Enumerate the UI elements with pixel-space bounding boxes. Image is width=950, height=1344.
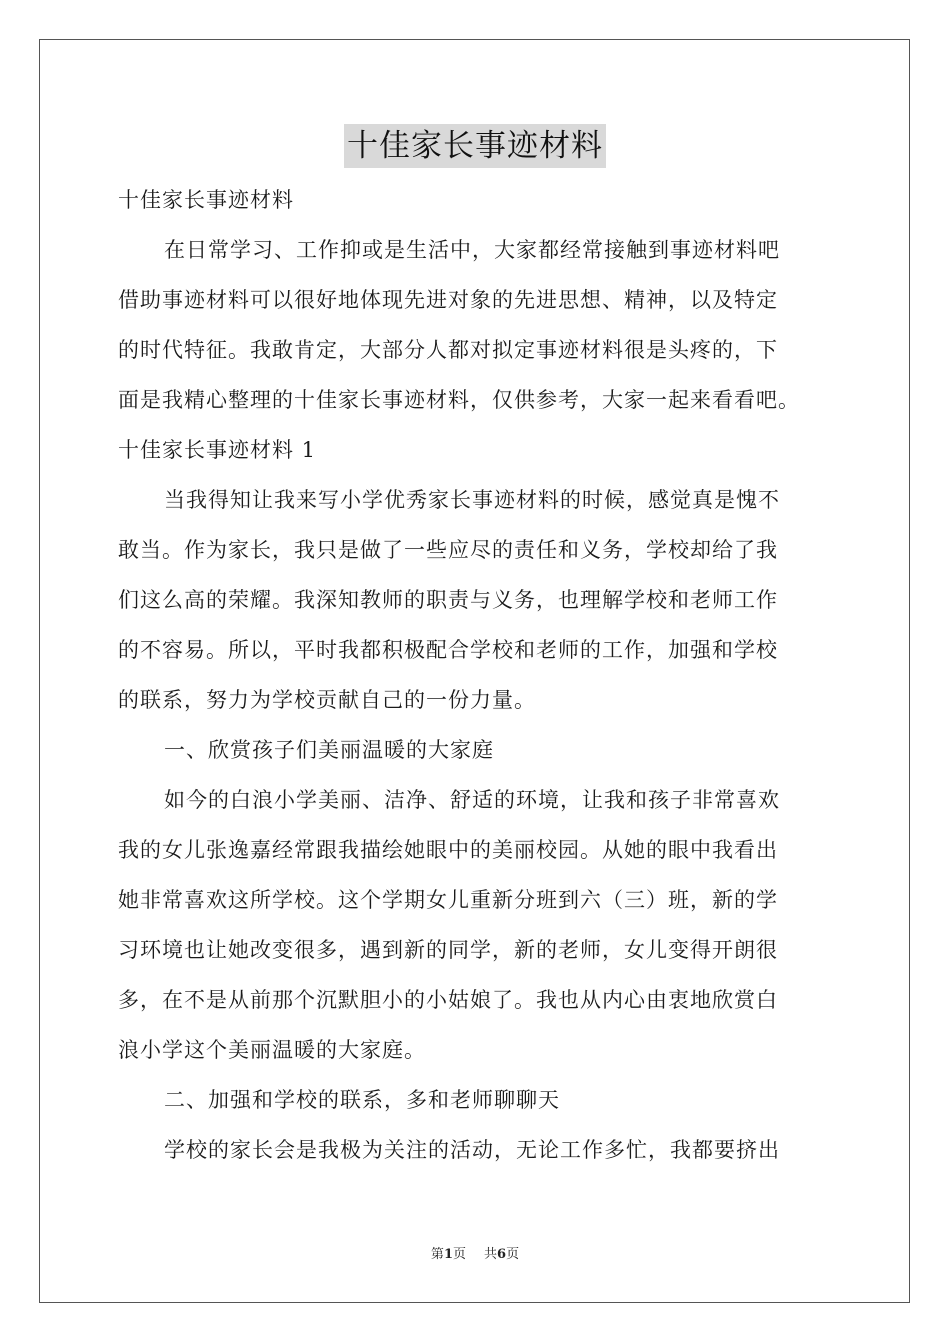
page-suffix: 页 (452, 1247, 466, 1262)
text-line: 浪小学这个美丽温暖的大家庭。 (118, 1038, 426, 1062)
document-body (118, 175, 836, 1175)
page-footer (0, 1243, 950, 1262)
text-line: 的联系，努力为学校贡献自己的一份力量。 (118, 688, 536, 712)
text-line: 敢当。作为家长，我只是做了一些应尽的责任和义务，学校却给了我 (118, 538, 778, 562)
page-prefix: 第 (430, 1247, 444, 1262)
total-suffix: 页 (506, 1247, 520, 1262)
page-number: 1 (443, 1247, 453, 1262)
text-line: 学校的家长会是我极为关注的活动，无论工作多忙，我都要挤出 (164, 1138, 780, 1162)
text-line: 的不容易。所以，平时我都积极配合学校和老师的工作，加强和学校 (118, 638, 778, 662)
document-title: 十佳家长事迹材料 (344, 124, 606, 168)
text-line: 如今的白浪小学美丽、洁净、舒适的环境，让我和孩子非常喜欢 (164, 788, 780, 812)
text-line: 在日常学习、工作抑或是生活中，大家都经常接触到事迹材料吧 (164, 238, 780, 262)
title-container (0, 124, 950, 168)
text-line: 当我得知让我来写小学优秀家长事迹材料的时候，感觉真是愧不 (164, 488, 780, 512)
text-line: 十佳家长事迹材料 1 (118, 438, 317, 462)
text-line: 一、欣赏孩子们美丽温暖的大家庭 (164, 738, 494, 762)
total-pages: 6 (497, 1247, 507, 1262)
text-line: 面是我精心整理的十佳家长事迹材料，仅供参考，大家一起来看看吧。 (118, 388, 800, 412)
text-line: 十佳家长事迹材料 (118, 188, 294, 212)
text-line: 多，在不是从前那个沉默胆小的小姑娘了。我也从内心由衷地欣赏白 (118, 988, 778, 1012)
text-line: 她非常喜欢这所学校。这个学期女儿重新分班到六（三）班，新的学 (118, 888, 778, 912)
text-line: 二、加强和学校的联系，多和老师聊聊天 (164, 1088, 560, 1112)
total-prefix: 共 (484, 1247, 498, 1262)
text-line: 借助事迹材料可以很好地体现先进对象的先进思想、精神，以及特定 (118, 288, 778, 312)
text-line: 的时代特征。我敢肯定，大部分人都对拟定事迹材料很是头疼的，下 (118, 338, 778, 362)
text-line: 们这么高的荣耀。我深知教师的职责与义务，也理解学校和老师工作 (118, 588, 778, 612)
text-line: 我的女儿张逸嘉经常跟我描绘她眼中的美丽校园。从她的眼中我看出 (118, 838, 778, 862)
text-line: 习环境也让她改变很多，遇到新的同学，新的老师，女儿变得开朗很 (118, 938, 778, 962)
